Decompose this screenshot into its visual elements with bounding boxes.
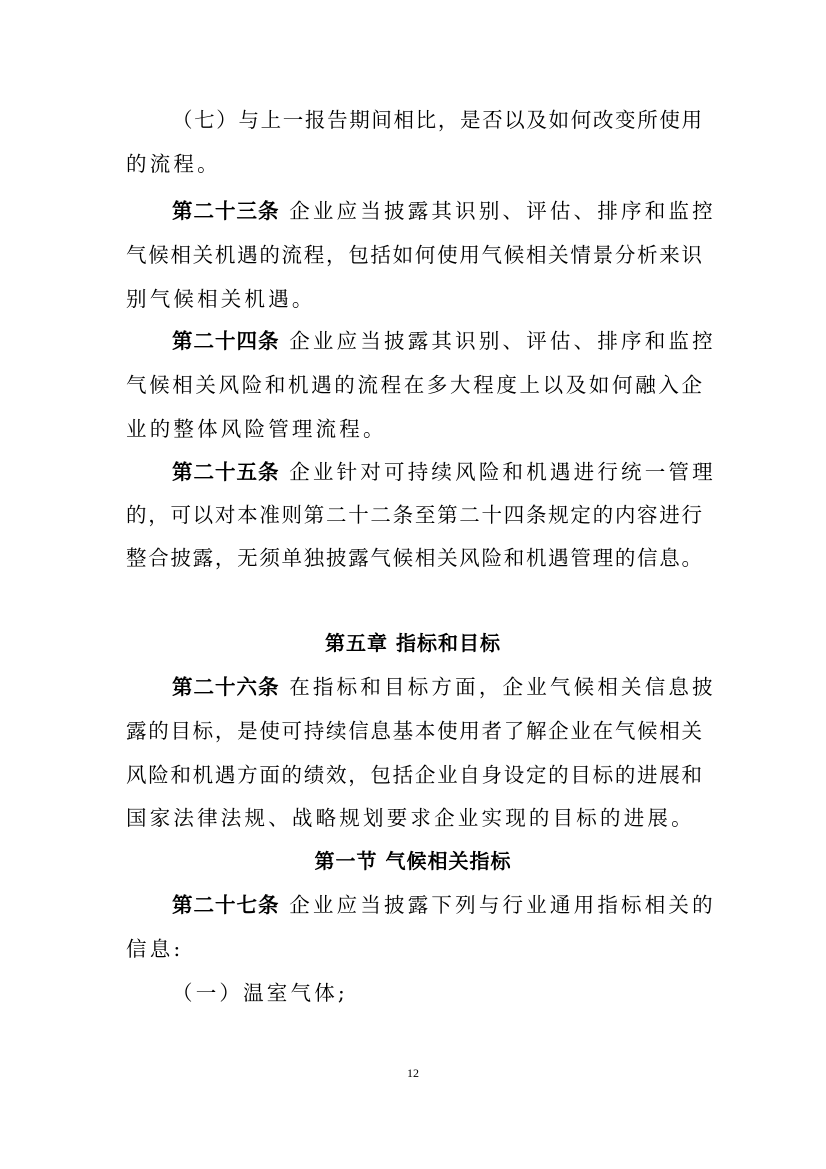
list-item: （一）温室气体;	[172, 981, 349, 1005]
article-27-text: 企业应当披露下列与行业通用指标相关的	[289, 893, 716, 917]
article-25-title: 第二十五条	[172, 460, 280, 484]
article-26-text: 在指标和目标方面，企业气候相关信息披	[289, 675, 716, 699]
article-25-text: 企业针对可持续风险和机遇进行统一管理	[289, 460, 716, 484]
paragraph-line: 的流程。	[126, 152, 221, 176]
article-24-title: 第二十四条	[172, 329, 280, 353]
paragraph-line: （七）与上一报告期间相比，是否以及如何改变所使用	[172, 108, 702, 132]
paragraph-line: 露的目标，是使可持续信息基本使用者了解企业在气候相关	[126, 719, 702, 743]
article-23-line	[172, 198, 716, 224]
page-number: 12	[407, 1066, 419, 1080]
article-27-title: 第二十七条	[172, 893, 280, 917]
paragraph-line: 的，可以对本准则第二十二条至第二十四条规定的内容进行	[126, 503, 702, 527]
chapter-heading: 第五章 指标和目标	[325, 631, 501, 655]
article-25-line	[172, 459, 716, 485]
paragraph-line: 气候相关风险和机遇的流程在多大程度上以及如何融入企	[126, 373, 702, 397]
article-26-title: 第二十六条	[172, 675, 280, 699]
paragraph-line: 整合披露，无须单独披露气候相关风险和机遇管理的信息。	[126, 546, 702, 570]
paragraph-line: 信息:	[126, 937, 184, 961]
section-heading: 第一节 气候相关指标	[314, 849, 512, 873]
article-23-title: 第二十三条	[172, 199, 280, 223]
article-24-line	[172, 328, 716, 354]
paragraph-line: 业的整体风险管理流程。	[126, 417, 387, 441]
article-24-text: 企业应当披露其识别、评估、排序和监控	[289, 329, 716, 353]
paragraph-line: 别气候相关机遇。	[126, 287, 316, 311]
paragraph-line: 国家法律法规、战略规划要求企业实现的目标的进展。	[126, 806, 695, 830]
article-27-line	[172, 892, 716, 918]
paragraph-line: 风险和机遇方面的绩效，包括企业自身设定的目标的进展和	[126, 763, 702, 787]
article-23-text: 企业应当披露其识别、评估、排序和监控	[289, 199, 716, 223]
paragraph-line: 气候相关机遇的流程，包括如何使用气候相关情景分析来识	[126, 243, 702, 267]
article-26-line	[172, 674, 716, 700]
